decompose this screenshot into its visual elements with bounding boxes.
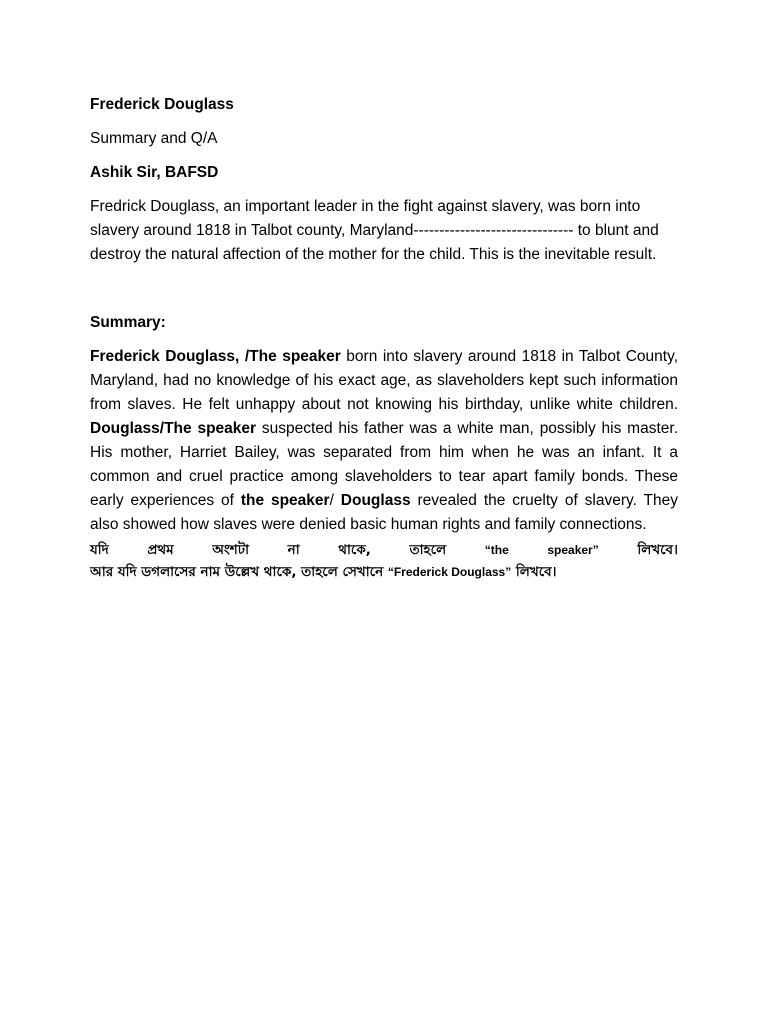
summary-paragraph: [90, 345, 678, 537]
document-title: Frederick Douglass: [90, 96, 234, 113]
document-page: [90, 93, 678, 583]
summary-bold-4: Douglass: [340, 492, 411, 509]
note-word: লিখবে।: [637, 542, 678, 558]
summary-text-1: born into slavery around 1818 in Talbot County, Maryland, had no knowledge of his exact age, as slaveholders kept such information from slaves. He felt unhappy about not knowing his birthday, unlike white children.: [90, 348, 679, 413]
note-word: অংশটা: [212, 542, 250, 558]
summary-lead-bold: Frederick Douglass, /The speaker: [90, 348, 341, 365]
note-line2-a: আর যদি ডগলাসের নাম উল্লেখ থাকে, তাহলে সেখানে: [90, 564, 388, 580]
note-word: “the: [484, 543, 509, 557]
note-word: প্রথম: [147, 542, 174, 558]
note-word: speaker”: [547, 543, 599, 557]
summary-text-4: revealed the cruelty of slavery. They also showed how slaves were denied basic human rights and family connections.: [90, 492, 678, 533]
note-word: যদি: [90, 542, 109, 558]
note-word: না: [287, 542, 300, 558]
note-word: থাকে,: [338, 542, 371, 558]
note-line2-b: “Frederick Douglass”: [387, 565, 512, 579]
summary-bold-2: Douglass/The speaker: [90, 420, 257, 437]
bangla-note-line-1: [90, 539, 678, 561]
summary-text-2: suspected his father was a white man, possibly his master. His mother, Harriet Bailey, was separated from him when he was an infant. It a common and cruel practice among slaveholders to tear apart family bonds. These early experiences of: [90, 420, 678, 509]
document-author: Ashik Sir, BAFSD: [90, 164, 219, 181]
document-subtitle: Summary and Q/A: [90, 130, 218, 147]
bangla-note-line-2: [90, 561, 678, 583]
summary-heading: Summary:: [90, 314, 166, 331]
summary-text-3: /: [329, 492, 341, 509]
bangla-note: [90, 539, 678, 583]
intro-paragraph: Fredrick Douglass, an important leader in the fight against slavery, was born into slavery around 1818 in Talbot county, Maryland------------------------------- to blunt and destroy the natural affection of the mother for the child. This is the inevitable result.: [90, 198, 659, 263]
summary-bold-3: the speaker: [240, 492, 330, 509]
note-word: তাহলে: [409, 542, 447, 558]
note-line2-c: লিখবে।: [511, 564, 557, 580]
